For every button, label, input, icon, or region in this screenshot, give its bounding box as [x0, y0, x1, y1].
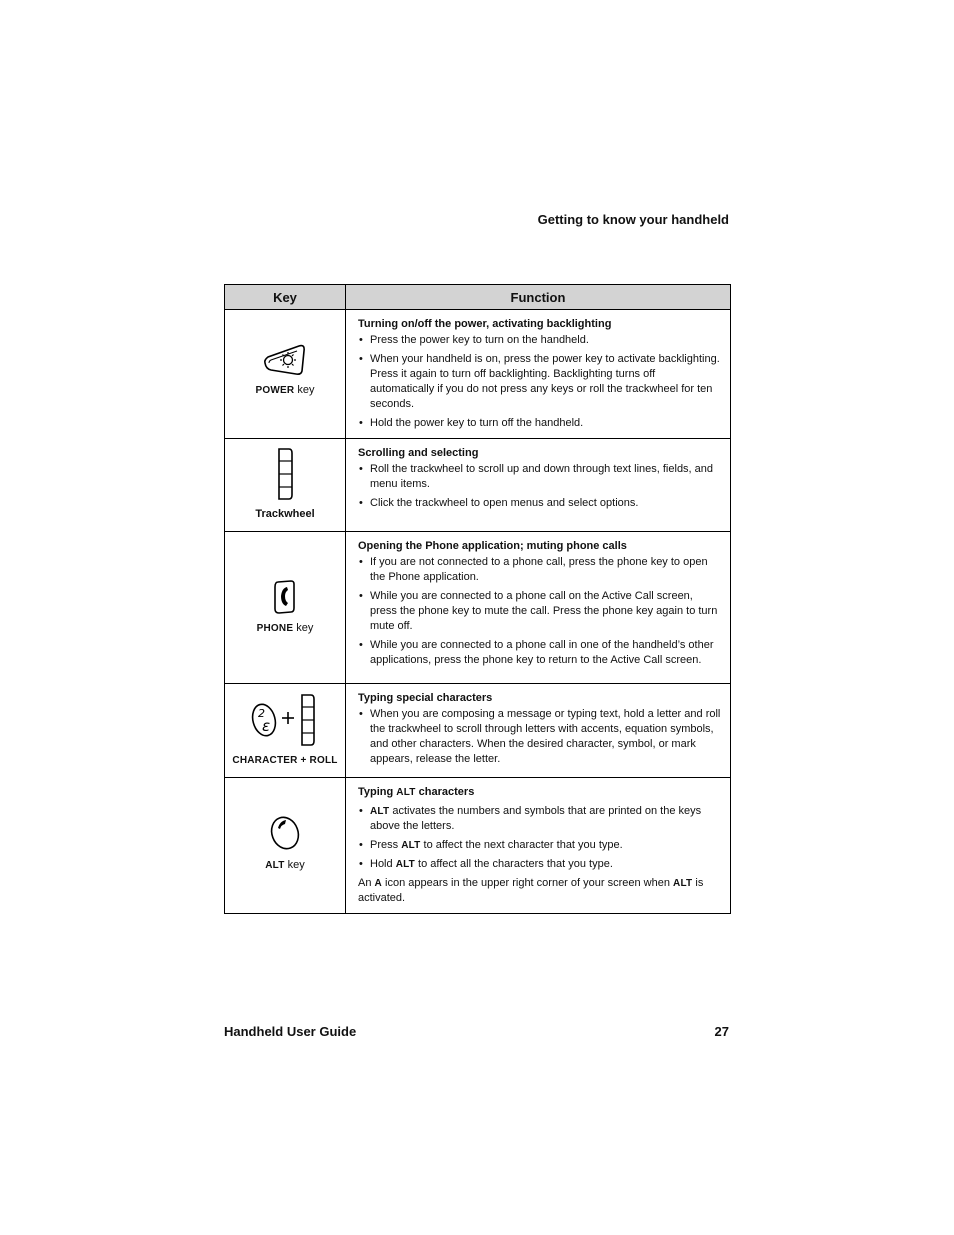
function-title: Typing ALT characters [358, 786, 475, 798]
bullet-list [358, 555, 722, 668]
svg-text:ε: ε [262, 716, 271, 735]
letter-key-icon [250, 701, 279, 738]
plus-icon [282, 712, 294, 724]
section-title: Getting to know your handheld [537, 212, 729, 227]
table-row-power [225, 310, 731, 439]
list-item: • Hold the power key to turn off the handheld. [358, 416, 722, 431]
function-cell [346, 310, 731, 439]
phone-key-icon [273, 579, 297, 615]
power-key-icon [261, 343, 309, 377]
list-item: • While you are connected to a phone call in one of the handheld’s other applications, press the phone key to return to the Active Call screen. [358, 638, 722, 668]
trackwheel-icon [302, 695, 314, 745]
key-cell [225, 684, 346, 778]
list-item: • Press ALT to affect the next character that you type. [358, 838, 722, 853]
bullet-list [358, 462, 722, 511]
function-cell [346, 778, 731, 914]
page-number: 27 [714, 1024, 729, 1039]
alt-key-icon [269, 814, 301, 852]
key-label: POWER key [255, 383, 315, 396]
list-item: • When your handheld is on, press the power key to activate backlighting. Press it again to turn off backlighting. Backlighting turns off automatically if you do not press any keys or roll the trackwheel for ten seconds. [358, 352, 722, 412]
table-row-phone [225, 532, 731, 684]
key-cell [225, 778, 346, 914]
bullet-list [358, 707, 722, 767]
key-label: ALT key [265, 858, 305, 871]
key-cell [225, 532, 346, 684]
table-row-trackwheel [225, 439, 731, 532]
function-title: Scrolling and selecting [358, 447, 479, 459]
column-header-function: Function [346, 285, 731, 310]
table-header-row [225, 285, 731, 310]
key-label: CHARACTER + ROLL [232, 754, 338, 766]
list-item: • Click the trackwheel to open menus and select options. [358, 496, 722, 511]
list-item: • Press the power key to turn on the handheld. [358, 333, 722, 348]
table-row-alt [225, 778, 731, 914]
character-roll-icon [250, 693, 320, 747]
key-function-table [224, 284, 731, 914]
key-label: PHONE key [256, 621, 314, 634]
function-cell [346, 684, 731, 778]
bullet-list [358, 804, 722, 872]
function-cell [346, 532, 731, 684]
key-label: Trackwheel [255, 508, 315, 520]
list-item: • When you are composing a message or typing text, hold a letter and roll the trackwheel to scroll through letters with accents, equation symbols, and other characters. When the desired character, symbol, or mark appears, release the letter. [358, 707, 722, 767]
svg-text:2: 2 [258, 706, 265, 720]
bullet-list [358, 333, 722, 431]
list-item: • If you are not connected to a phone call, press the phone key to open the Phone application. [358, 555, 722, 585]
guide-title: Handheld User Guide [224, 1024, 357, 1039]
function-title: Opening the Phone application; muting phone calls [358, 540, 627, 552]
trackwheel-icon [275, 447, 295, 501]
column-header-key: Key [225, 285, 346, 310]
alt-note: An A icon appears in the upper right corner of your screen when ALT is activated. [358, 877, 704, 904]
key-cell [225, 310, 346, 439]
key-cell [225, 439, 346, 532]
function-cell [346, 439, 731, 532]
function-title: Turning on/off the power, activating backlighting [358, 318, 612, 330]
list-item: • ALT activates the numbers and symbols that are printed on the keys above the letters. [358, 804, 722, 834]
function-title: Typing special characters [358, 692, 493, 704]
list-item: • Roll the trackwheel to scroll up and down through text lines, fields, and menu items. [358, 462, 722, 492]
table-row-character-roll [225, 684, 731, 778]
list-item: • Hold ALT to affect all the characters that you type. [358, 857, 722, 872]
list-item: • While you are connected to a phone call on the Active Call screen, press the phone key to mute the call. Press the phone key again to turn mute off. [358, 589, 722, 634]
